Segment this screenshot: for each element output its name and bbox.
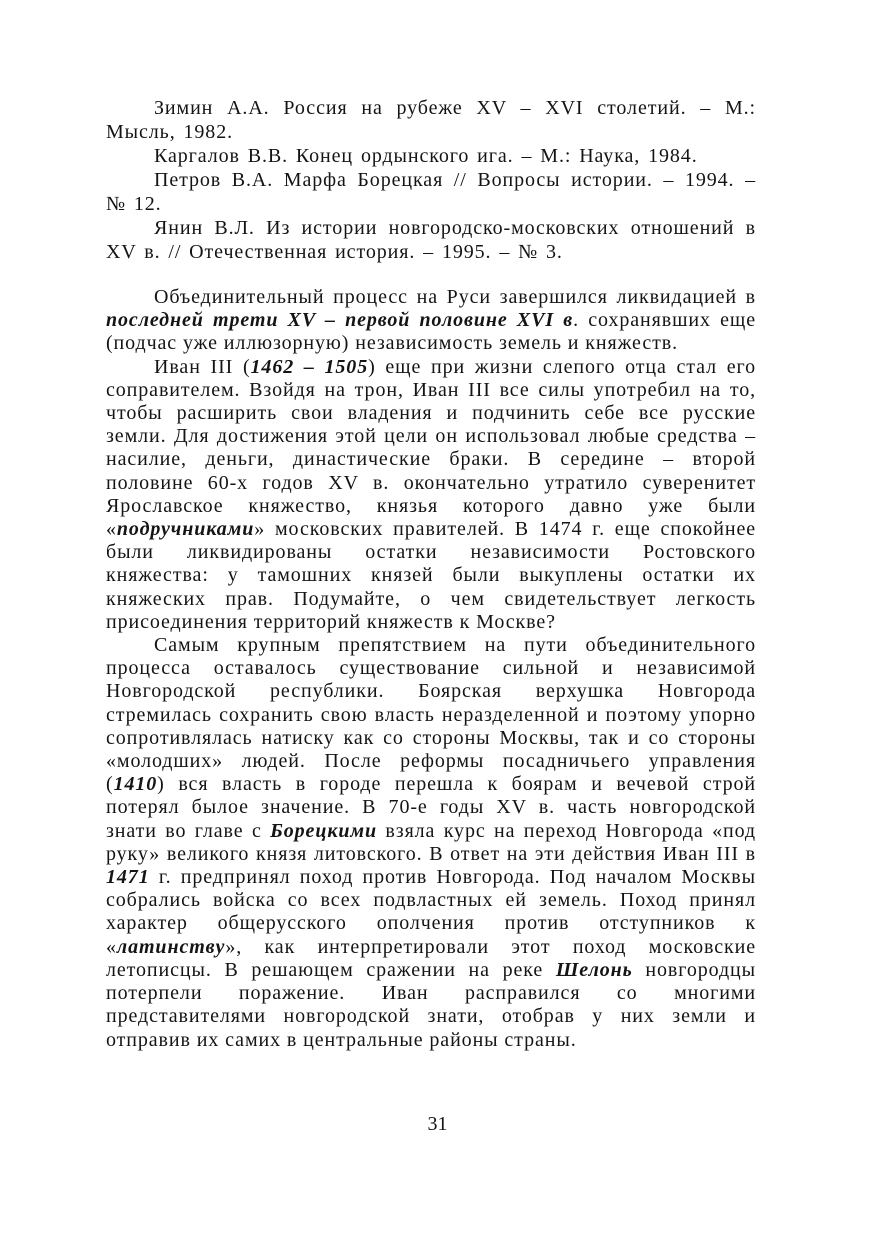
emphasized-text: Борецкими	[270, 819, 378, 842]
reference-list	[106, 96, 756, 264]
text-run: », как интерпретировали этот поход московские летописцы. В решающем сражении на реке	[106, 935, 756, 981]
emphasized-text: Шелонь	[555, 958, 633, 981]
text-run: Самым крупным препятствием на пути объединительного процесса оставалось существование сильной и независимой Новгородской республики. Боярская верхушка Новгорода стремилась сохранить свою власть неразделенной и поэтому упорно сопротивлялась натиску как со стороны Москвы, так и со стороны «молодших» людей. После реформы посадничьего управления (	[106, 634, 756, 796]
text-run: ) еще при жизни слепого отца стал его соправителем. Взойдя на трон, Иван III все силы употребил на то, чтобы расширить свои владения и подчинить себе все русские земли. Для достижения этой цели он использовал любые средства – насилие, деньги, династические браки. В середине – второй половине 60-х годов XV в. окончательно утратило суверенитет Ярославское княжество, князья которого давно уже были «	[106, 355, 757, 541]
reference-entry: Зимин А.А. Россия на рубеже XV – XVI столетий. – М.: Мысль, 1982.	[106, 97, 756, 143]
emphasized-text: 1410	[113, 773, 158, 796]
emphasized-text: 1462 – 1505	[250, 355, 369, 378]
emphasized-text: подручниками	[116, 518, 255, 541]
body-paragraph	[106, 356, 756, 634]
emphasized-text: 1471	[106, 866, 150, 889]
text-run: г. предпринял поход против Новгорода. Под началом Москвы собрались войска со всех подвластных ей земель. Поход принял характер общерусского ополчения против отступников к «	[106, 866, 756, 958]
reference-entry: Петров В.А. Марфа Борецкая // Вопросы истории. – 1994. – № 12.	[106, 169, 756, 215]
page-content	[106, 96, 756, 1052]
emphasized-text: последней трети XV – первой половине XVI в	[106, 309, 574, 332]
body-text	[106, 286, 756, 1052]
text-run: взяла курс на переход Новгорода «под руку» великого князя литовского. В ответ на эти действия Иван III в	[106, 819, 757, 865]
body-paragraph	[106, 286, 756, 356]
page-number: 31	[427, 1113, 448, 1135]
body-paragraph	[106, 634, 756, 1052]
text-run: » московских правителей. В 1474 г. еще спокойнее были ликвидированы остатки независимости Ростовского княжества: у тамошних князей были выкуплены остатки их княжеских прав. Подумайте, о чем свидетельствует легкость присоединения территорий княжеств к Москве?	[106, 518, 756, 633]
reference-entry: Каргалов В.В. Конец ордынского ига. – М.: Наука, 1984.	[154, 145, 698, 167]
emphasized-text: латинству	[116, 935, 226, 958]
text-run: Иван III (	[154, 355, 251, 378]
reference-entry: Янин В.Л. Из истории новгородско-московских отношений в XV в. // Отечественная история. – 1995. – № 3.	[106, 217, 756, 263]
text-run: . сохранявших еще (подчас уже иллюзорную) независимость земель и княжеств.	[106, 309, 756, 355]
text-run: новгородцы потерпели поражение. Иван расправился со многими представителями новгородской знати, отобрав у них земли и отправив их самих в центральные районы страны.	[106, 958, 756, 1051]
text-run: Объединительный процесс на Руси завершился ликвидацией в	[154, 286, 756, 308]
text-run: ) вся власть в городе перешла к боярам и вечевой строй потерял былое значение. В 70-е годы XV в. часть новгородской знати во главе с	[106, 773, 756, 842]
